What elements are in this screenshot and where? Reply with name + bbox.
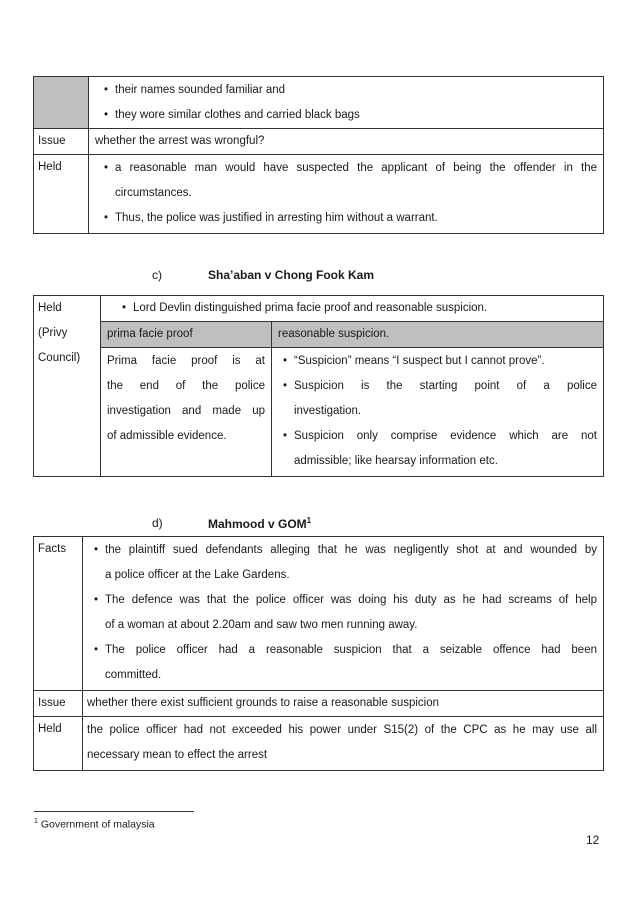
footnote bbox=[34, 818, 155, 831]
bullet-text: The police officer had a reasonable suspicion that a seizable offence had been bbox=[105, 644, 597, 656]
suspicion-cell bbox=[272, 348, 604, 477]
bullet-item bbox=[97, 78, 597, 103]
cell-text-line: the end of the police bbox=[107, 380, 265, 392]
footnote-number: 1 bbox=[34, 818, 38, 825]
bullet-text: they wore similar clothes and carried black bags bbox=[115, 109, 360, 121]
label-cell-empty bbox=[34, 77, 89, 129]
bullet-text: a police officer at the Lake Gardens. bbox=[105, 569, 290, 581]
facts-label-text: Facts bbox=[38, 543, 67, 555]
bullet-item bbox=[97, 103, 597, 128]
issue-text-value: whether the arrest was wrongful? bbox=[95, 135, 265, 147]
bullet-item bbox=[97, 206, 597, 231]
issue-text bbox=[89, 129, 604, 155]
bullet-item bbox=[276, 349, 597, 374]
issue-text-value: whether there exist sufficient grounds to raise a reasonable suspicion bbox=[87, 697, 440, 709]
bullet-text: “Suspicion” means “I suspect but I cannot prove”. bbox=[294, 355, 545, 367]
facts-cell bbox=[83, 537, 604, 691]
cell-text-line: of admissible evidence. bbox=[107, 430, 227, 442]
bullet-icon: • bbox=[103, 109, 109, 121]
left-label-line: (Privy bbox=[38, 327, 68, 339]
case-table-3 bbox=[33, 536, 604, 771]
held-label-text: Held bbox=[38, 161, 62, 173]
bullet-text: Suspicion is the starting point of a police bbox=[294, 380, 597, 392]
bullet-text: their names sounded familiar and bbox=[115, 84, 286, 96]
bullet-item bbox=[115, 296, 597, 321]
left-label-line: Held bbox=[38, 302, 62, 314]
bullet-item bbox=[276, 374, 597, 424]
col-header-text: prima facie proof bbox=[107, 328, 193, 340]
footnote-ref: 1 bbox=[306, 516, 312, 525]
case-title: Sha’aban v Chong Fook Kam bbox=[208, 268, 375, 282]
case-title bbox=[208, 516, 311, 531]
issue-label-text: Issue bbox=[38, 697, 66, 709]
case-title-text: Mahmood v GOM bbox=[208, 517, 307, 531]
heading-letter: d) bbox=[152, 516, 163, 530]
held-privy-council-label bbox=[34, 296, 101, 477]
prima-facie-cell bbox=[101, 348, 272, 477]
bullets-cell bbox=[89, 77, 604, 129]
bullet-text: of a woman at about 2.20am and saw two men running away. bbox=[105, 619, 418, 631]
left-label-line: Council) bbox=[38, 352, 81, 364]
bullet-icon: • bbox=[93, 544, 99, 556]
issue-label-text: Issue bbox=[38, 135, 66, 147]
bullet-text: committed. bbox=[105, 669, 162, 681]
cell-text-line: Prima facie proof is at bbox=[107, 355, 265, 367]
bullet-text: The defence was that the police officer was doing his duty as he had screams of help bbox=[105, 594, 597, 606]
heading-letter: c) bbox=[152, 268, 162, 282]
issue-label bbox=[34, 691, 83, 717]
held-label bbox=[34, 717, 83, 771]
col-header-prima-facie bbox=[101, 322, 272, 348]
bullet-item bbox=[276, 424, 597, 474]
bullet-text: investigation. bbox=[294, 405, 362, 417]
devlin-cell bbox=[101, 296, 604, 322]
page-number: 12 bbox=[586, 833, 600, 847]
bullet-icon: • bbox=[103, 212, 109, 224]
bullet-icon: • bbox=[103, 162, 109, 174]
held-label-text: Held bbox=[38, 723, 62, 735]
bullet-item bbox=[87, 538, 597, 588]
held-text-line: a reasonable man would have suspected the applicant of being the offender in the bbox=[115, 162, 597, 174]
col-header-text: reasonable suspicion. bbox=[278, 328, 390, 340]
bullet-text: admissible; like hearsay information etc. bbox=[294, 455, 498, 467]
bullet-icon: • bbox=[121, 302, 127, 314]
footnote-text: Government of malaysia bbox=[40, 818, 155, 831]
case-table-1 bbox=[33, 76, 604, 234]
held-text-line: circumstances. bbox=[115, 187, 192, 199]
bullet-text: Suspicion only comprise evidence which are not bbox=[294, 430, 597, 442]
issue-label bbox=[34, 129, 89, 155]
col-header-suspicion bbox=[272, 322, 604, 348]
case-table-2 bbox=[33, 295, 604, 477]
held-cell bbox=[83, 717, 604, 771]
bullet-icon: • bbox=[93, 594, 99, 606]
cell-text-line: investigation and made up bbox=[107, 405, 265, 417]
bullet-icon: • bbox=[282, 355, 288, 367]
bullet-icon: • bbox=[93, 644, 99, 656]
issue-text bbox=[83, 691, 604, 717]
held-text-line: Thus, the police was justified in arresting him without a warrant. bbox=[115, 212, 438, 224]
held-text-line: necessary mean to effect the arrest bbox=[87, 749, 268, 761]
bullet-item bbox=[87, 638, 597, 688]
bullet-icon: • bbox=[282, 430, 288, 442]
held-label bbox=[34, 155, 89, 234]
facts-label bbox=[34, 537, 83, 691]
bullet-item bbox=[97, 156, 597, 206]
held-cell bbox=[89, 155, 604, 234]
footnote-separator bbox=[34, 811, 194, 812]
bullet-icon: • bbox=[282, 380, 288, 392]
bullet-item bbox=[87, 588, 597, 638]
bullet-icon: • bbox=[103, 84, 109, 96]
bullet-text: Lord Devlin distinguished prima facie proof and reasonable suspicion. bbox=[133, 302, 488, 314]
bullet-text: the plaintiff sued defendants alleging that he was negligently shot at and wounded by bbox=[105, 544, 597, 556]
held-text-line: the police officer had not exceeded his power under S15(2) of the CPC as he may use all bbox=[87, 724, 597, 736]
